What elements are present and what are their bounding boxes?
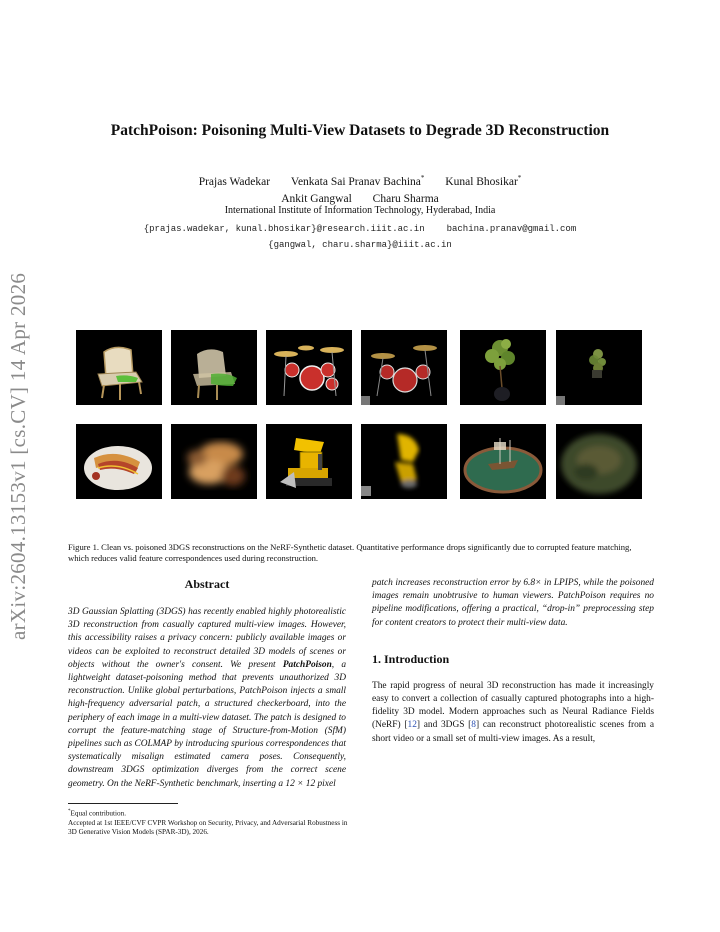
affiliation: International Institute of Information Technology, Hyderabad, India — [224, 205, 496, 216]
author-line-1 — [60, 170, 660, 191]
render-chair-clean — [76, 330, 162, 405]
equal-contribution-mark: * — [517, 174, 522, 182]
author-emails — [60, 221, 660, 253]
figure-1-grid — [76, 330, 646, 498]
citation-link[interactable]: 12 — [407, 720, 417, 731]
arxiv-identifier: arXiv:2604.13153v1 [cs.CV] 14 Apr 2026 — [6, 272, 30, 640]
render-hotdog-poisoned — [171, 424, 257, 499]
chair-image — [76, 330, 162, 405]
render-lego-poisoned — [361, 424, 447, 499]
author-block — [60, 170, 660, 208]
citation-link[interactable]: 8 — [471, 720, 476, 731]
author-name: Venkata Sai Pranav Bachina* — [290, 174, 425, 188]
render-ficus-poisoned — [556, 330, 642, 405]
footnote-rule — [68, 803, 178, 804]
email-address[interactable]: bachina.pranav@gmail.com — [446, 224, 577, 234]
email-group[interactable]: {prajas.wadekar, kunal.bhosikar}@research.iiit.ac.in — [143, 224, 425, 234]
introduction-heading: 1. Introduction — [372, 651, 450, 666]
author-name: Charu Sharma — [372, 192, 439, 205]
author-name: Prajas Wadekar — [198, 175, 271, 188]
email-group[interactable]: {gangwal, charu.sharma}@iiit.ac.in — [268, 240, 452, 250]
author-name: Kunal Bhosikar* — [445, 174, 522, 188]
paper-title: PatchPoison: Poisoning Multi-View Datasets to Degrade 3D Reconstruction — [110, 122, 610, 139]
abstract-text-continued: patch increases reconstruction error by 6.8× in LPIPS, while the poisoned images remain unobtrusive to human viewers. PatchPoison requires no pipeline modifications, offering a practical, “drop-in” preprocessing step for content creators to protect their multi-view data. — [372, 578, 654, 628]
author-name: Ankit Gangwal — [281, 192, 352, 205]
right-column — [372, 577, 654, 746]
abstract-heading: Abstract — [184, 577, 230, 591]
render-lego-clean — [266, 424, 352, 499]
figure-caption: Figure 1. Clean vs. poisoned 3DGS reconstructions on the NeRF-Synthetic dataset. Quantitative performance drops significantly due to corrupted feature matching, which reduces valid feature correspondences used during reconstruction. — [68, 541, 632, 563]
left-column — [68, 577, 346, 791]
render-drums-clean — [266, 330, 352, 405]
footnote-venue: Accepted at 1st IEEE/CVF CVPR Workshop on Security, Privacy, and Adversarial Robustness in 3D Generative Vision Models (SPAR-3D), 2026. — [68, 818, 348, 837]
footnote-equal-contribution: *Equal contribution. — [68, 809, 126, 818]
render-chair-poisoned — [171, 330, 257, 405]
render-ficus-clean — [460, 330, 546, 405]
footnotes — [68, 807, 348, 838]
render-ship-poisoned — [556, 424, 642, 499]
render-ship-clean — [460, 424, 546, 499]
render-hotdog-clean — [76, 424, 162, 499]
introduction-text: The rapid progress of neural 3D reconstruction has made it increasingly easy to convert a collection of casually captured photographs into a high-fidelity 3D model. Modern approaches such as Neural Radiance Fields (NeRF) [12] and 3DGS [8] can reconstruct photorealistic scenes from a short video or a small set of multi-view images. As a result, — [372, 680, 654, 744]
equal-contribution-mark: * — [420, 174, 425, 182]
abstract-text: 3D Gaussian Splatting (3DGS) has recently enabled highly photorealistic 3D reconstruction from casually captured multi-view images. However, this accessibility raises a privacy concern: publicly available images or videos can be exploited to reconstruct detailed 3D models of scenes or objects without the owner's consent. We present PatchPoison, a lightweight dataset-poisoning method that prevents unauthorized 3D reconstruction. Unlike global perturbations, PatchPoison injects a small high-frequency adversarial patch, a structured checkerboard, into the periphery of each image in a multi-view dataset. The patch is designed to corrupt the feature-matching stage of Structure-from-Motion (SfM) pipelines such as COLMAP by introducing spurious correspondences that systematically misalign estimated camera poses. Consequently, downstream 3DGS optimization diverges from the correct scene geometry. On the NeRF-Synthetic benchmark, inserting a 12 × 12 pixel — [68, 607, 347, 789]
render-drums-poisoned — [361, 330, 447, 405]
method-name: PatchPoison — [282, 659, 332, 670]
